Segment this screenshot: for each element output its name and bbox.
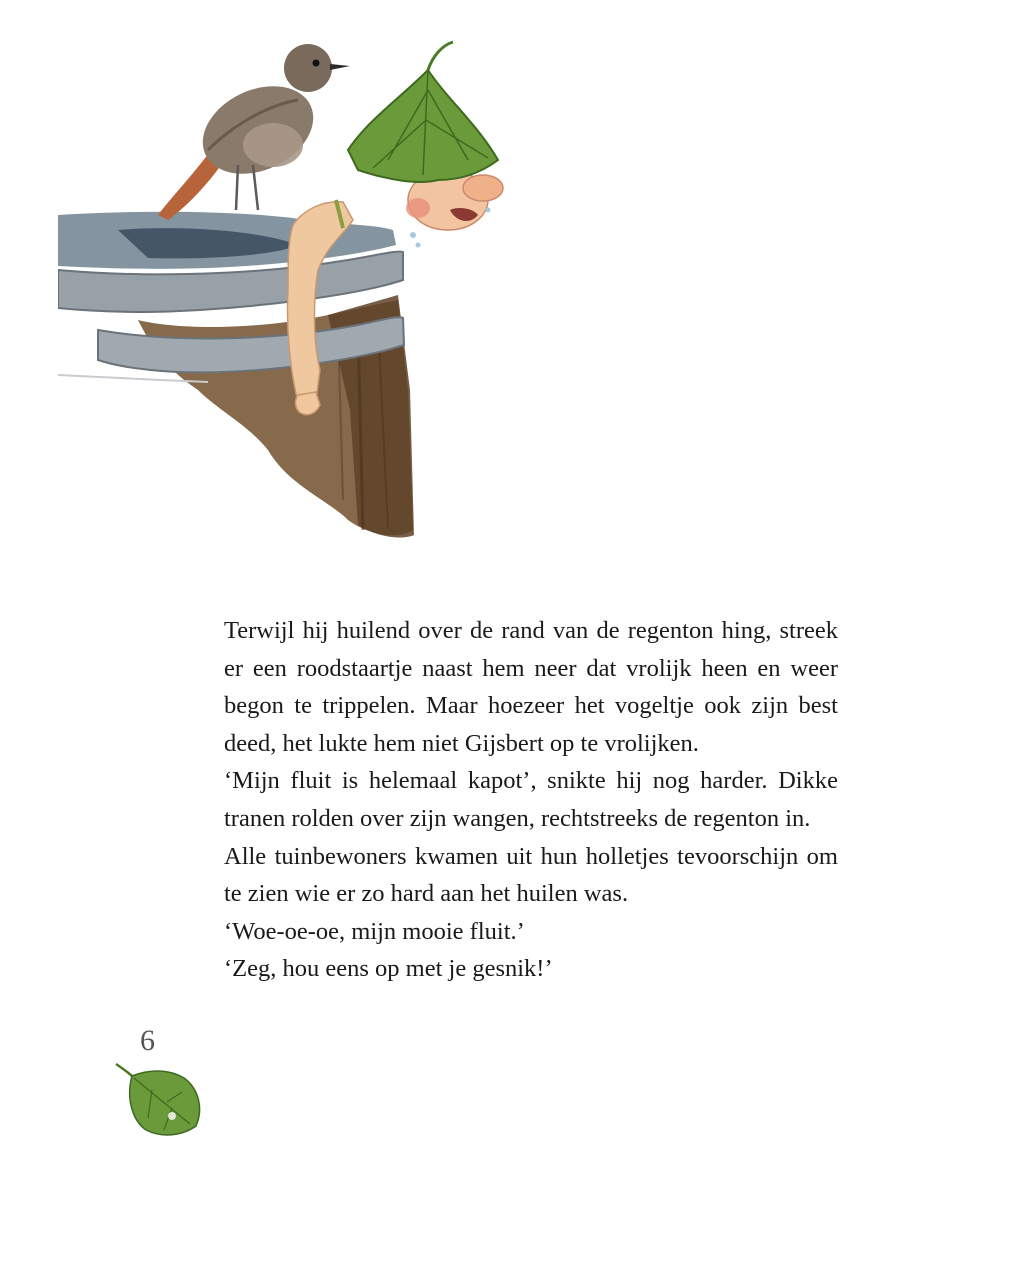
redstart-bird: [158, 44, 350, 220]
leaf-icon: [112, 1058, 208, 1140]
page-number: 6: [140, 1024, 155, 1057]
story-paragraph: Alle tuinbewoners kwamen uit hun holletjes tevoorschijn om te zien wie er zo hard aan het huilen was.: [224, 842, 838, 908]
story-text: [224, 612, 838, 988]
story-paragraph: ‘Mijn fluit is helemaal kapot’, snikte hij nog harder. Dikke tranen rolden over zijn wangen, rechtstreeks de regenton in.: [224, 767, 838, 832]
story-paragraph: Terwijl hij huilend over de rand van de regenton hing, streek er een roodstaartje naast hem neer dat vrolijk heen en weer begon te trippelen. Maar hoezeer het vogeltje ook zijn best deed, het lukte hem niet Gijsbert op te vrolijken.: [224, 617, 838, 757]
story-paragraph: ‘Zeg, hou eens op met je gesnik!’: [224, 955, 553, 983]
story-paragraph: ‘Woe-oe-oe, mijn mooie fluit.’: [224, 917, 525, 945]
illustration-bird-and-gnome: [58, 30, 528, 570]
rain-barrel: [58, 212, 414, 538]
